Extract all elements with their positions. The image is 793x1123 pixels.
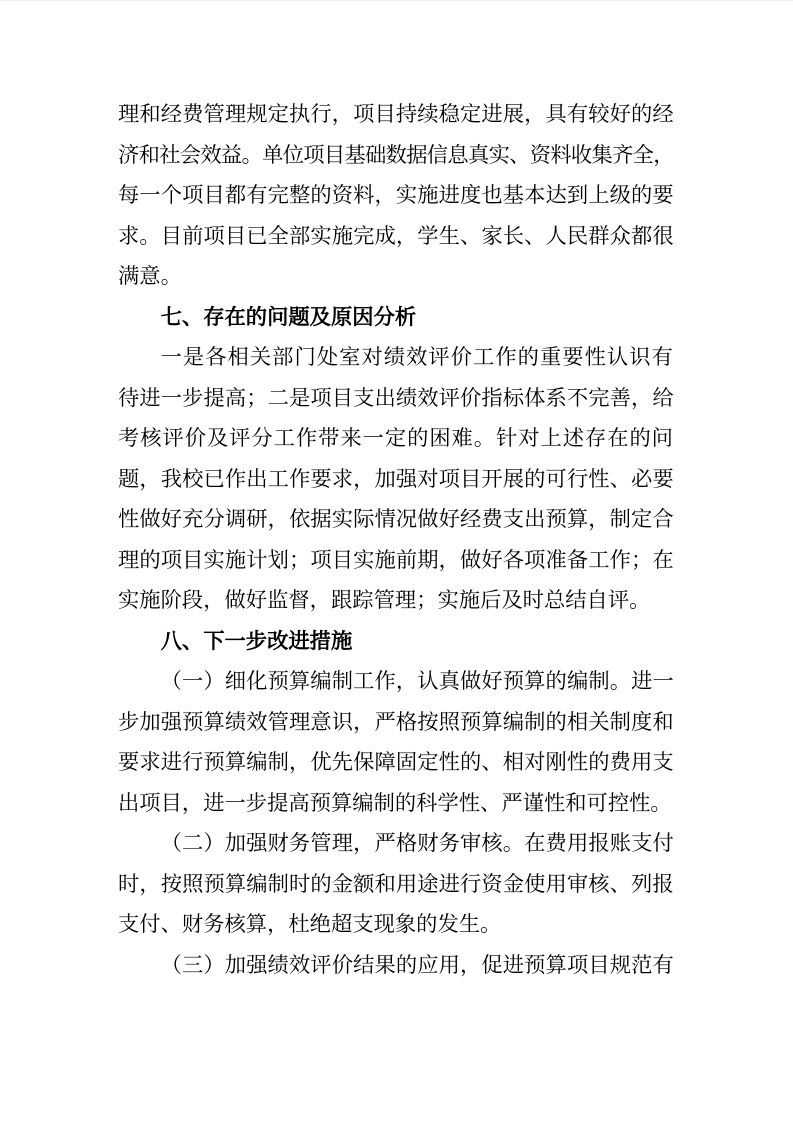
paragraph-line: 题，我校已作出工作要求，加强对项目开展的可行性、必要 — [118, 466, 674, 491]
paragraph-line: 实施阶段，做好监督，跟踪管理；实施后及时总结自评。 — [118, 588, 651, 612]
paragraph-line: 济和社会效益。单位项目基础数据信息真实、资料收集齐全， — [118, 142, 674, 167]
paragraph-line: 出项目，进一步提高预算编制的科学性、严谨性和可控性。 — [118, 790, 672, 815]
document-text-block — [118, 94, 674, 985]
section-heading: 八、下一步改进措施 — [160, 628, 353, 653]
paragraph-line: 支付、财务核算，杜绝超支现象的发生。 — [118, 912, 502, 936]
paragraph-line: 步加强预算绩效管理意识，严格按照预算编制的相关制度和 — [118, 709, 674, 734]
paragraph-line: 要求进行预算编制，优先保障固定性的、相对刚性的费用支 — [118, 750, 674, 774]
paragraph-line: （一）细化预算编制工作，认真做好预算的编制。进一 — [160, 669, 674, 693]
paragraph-line: 时，按照预算编制时的金额和用途进行资金使用审核、列报 — [118, 871, 674, 896]
paragraph-line: 求。目前项目已全部实施完成，学生、家长、人民群众都很 — [118, 223, 674, 248]
paragraph-line: 满意。 — [118, 264, 182, 288]
paragraph-line: 一是各相关部门处室对绩效评价工作的重要性认识有 — [160, 345, 674, 369]
paragraph-line: 考核评价及评分工作带来一定的困难。针对上述存在的问 — [118, 426, 674, 450]
paragraph-line: （三）加强绩效评价结果的应用，促进预算项目规范有 — [160, 952, 674, 977]
section-heading: 七、存在的问题及原因分析 — [160, 304, 417, 329]
paragraph-line: （二）加强财务管理，严格财务审核。在费用报账支付 — [160, 831, 674, 855]
paragraph-line: 每一个项目都有完整的资料，实施进度也基本达到上级的要 — [118, 183, 674, 207]
paragraph-line: 待进一步提高；二是项目支出绩效评价指标体系不完善，给 — [118, 385, 674, 410]
paragraph-line: 性做好充分调研，依据实际情况做好经费支出预算，制定合 — [118, 507, 674, 531]
paragraph-line: 理的项目实施计划；项目实施前期，做好各项准备工作；在 — [118, 547, 674, 572]
paragraph-line: 理和经费管理规定执行，项目持续稳定进展，具有较好的经 — [118, 102, 674, 126]
